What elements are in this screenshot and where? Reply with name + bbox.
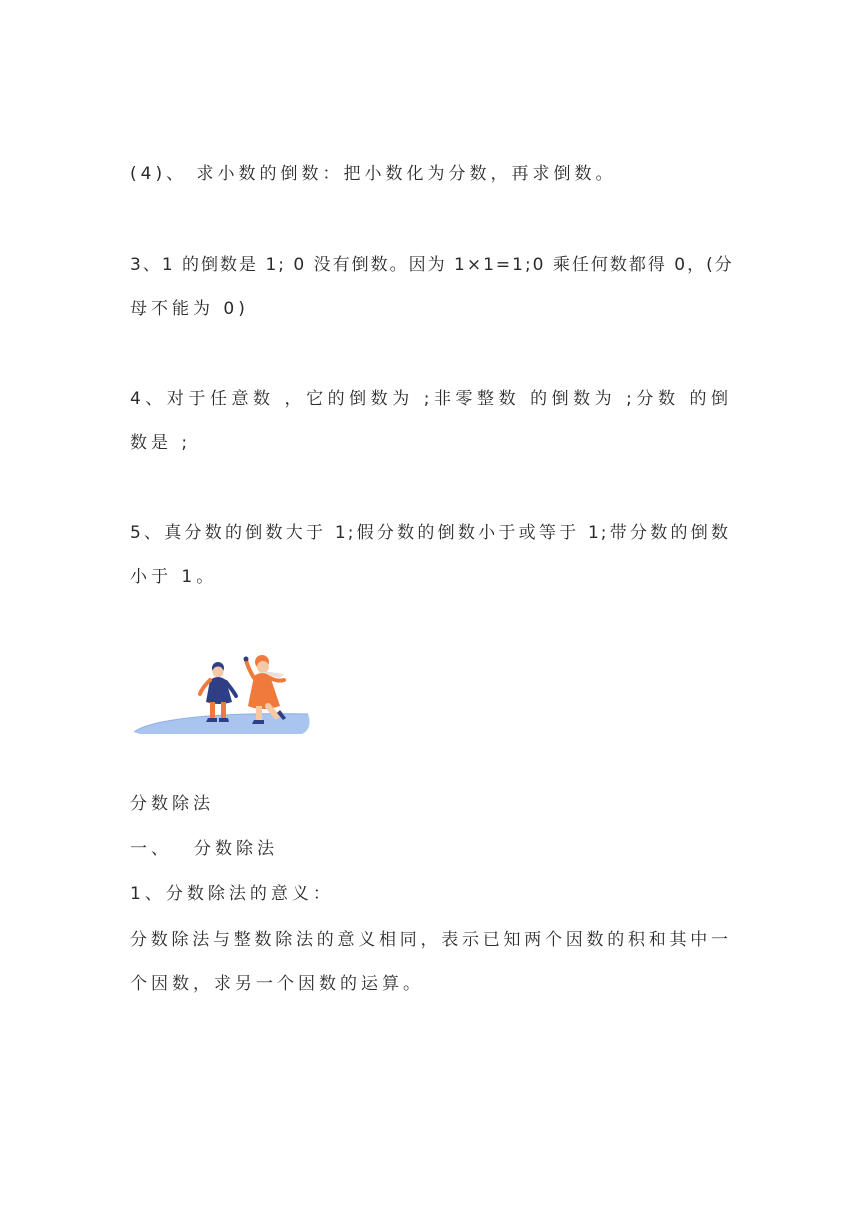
item-title: 1、分数除法的意义： xyxy=(130,884,334,904)
subheading-text: 分数除法 xyxy=(194,839,278,859)
subheading-number: 一、 xyxy=(130,839,172,859)
reciprocal-general-rule-line-2: 数是 ; xyxy=(130,433,192,453)
children-ice-skating-illustration-icon xyxy=(130,652,312,738)
section-title: 分数除法 xyxy=(130,794,214,814)
fraction-reciprocal-comparison-line-2: 小于 1。 xyxy=(130,567,218,587)
fraction-reciprocal-comparison-line-1: 5、真分数的倒数大于 1;假分数的倒数小于或等于 1;带分数的倒数 xyxy=(130,523,730,543)
reciprocal-decimal-rule: (4)、 求小数的倒数：把小数化为分数，再求倒数。 xyxy=(130,164,617,184)
division-meaning-line-1: 分数除法与整数除法的意义相同，表示已知两个因数的积和其中一 xyxy=(130,930,730,950)
reciprocal-of-one-rule-line-2: 母不能为 0) xyxy=(130,299,249,319)
reciprocal-general-rule-line-1: 4、对于任意数 ，它的倒数为 ;非零整数 的倒数为 ;分数 的倒 xyxy=(130,389,730,409)
subheading xyxy=(130,837,730,861)
reciprocal-of-one-rule-line-1: 3、1 的倒数是 1; 0 没有倒数。因为 1×1=1;0 乘任何数都得 0，(分 xyxy=(130,255,734,275)
division-meaning-line-2: 个因数，求另一个因数的运算。 xyxy=(130,974,424,994)
